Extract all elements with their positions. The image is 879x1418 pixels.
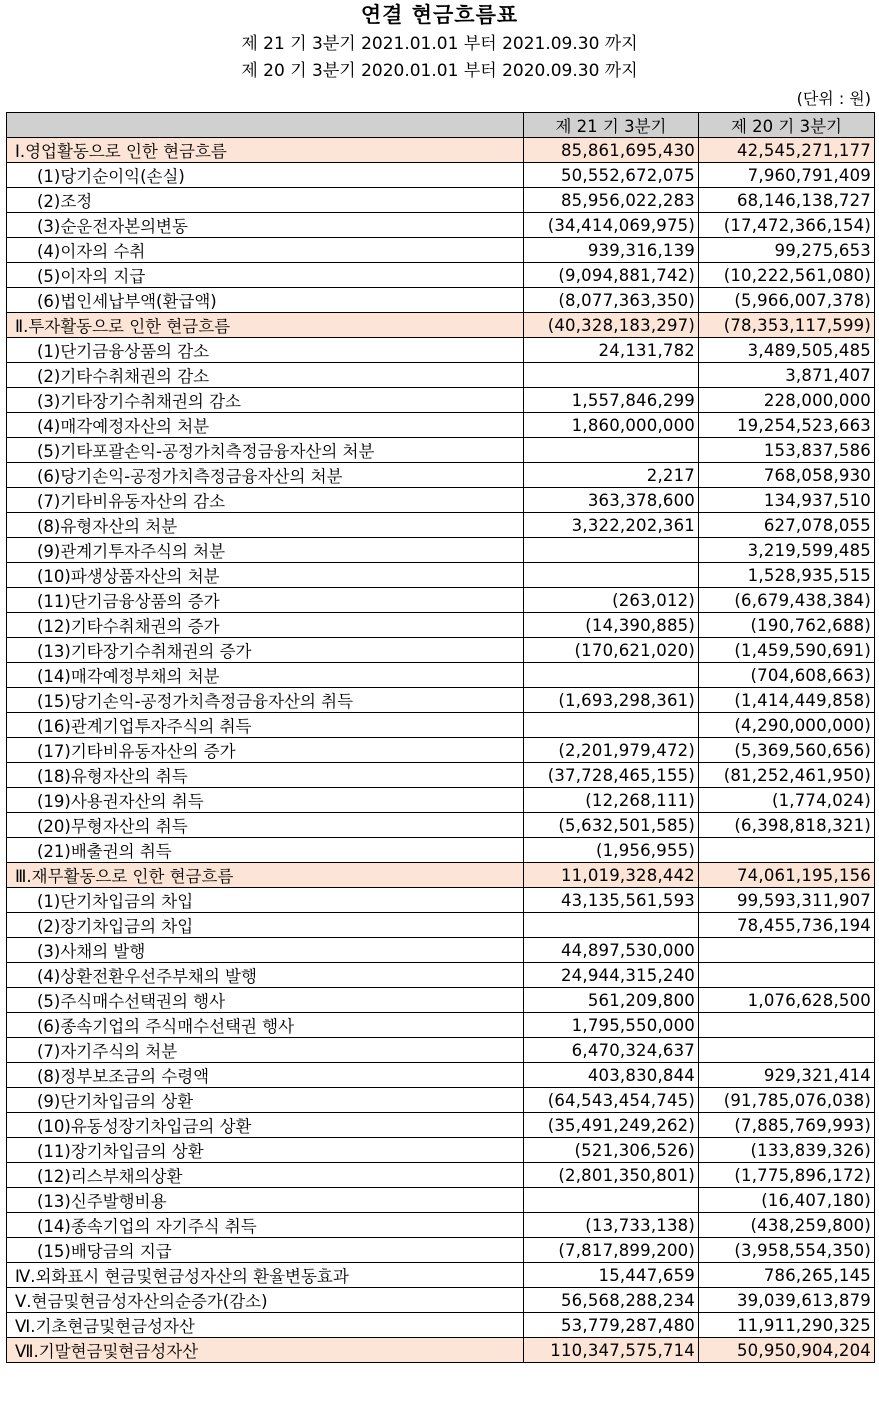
prior-period-value: 3,489,505,485: [699, 338, 875, 363]
current-period-value: (521,306,526): [524, 1138, 699, 1163]
prior-period-value: (1,774,024): [699, 788, 875, 813]
account-label: (15)배당금의 지급: [7, 1238, 524, 1263]
current-period-value: 3,322,202,361: [524, 513, 699, 538]
table-row: [7, 838, 875, 863]
current-period-value: 85,861,695,430: [524, 138, 699, 163]
prior-period-value: (5,966,007,378): [699, 288, 875, 313]
current-period-value: 24,131,782: [524, 338, 699, 363]
table-row: [7, 713, 875, 738]
account-label: Ⅵ.기초현금및현금성자산: [7, 1313, 524, 1338]
prior-period-value: (10,222,561,080): [699, 263, 875, 288]
prior-period-value: (81,252,461,950): [699, 763, 875, 788]
current-period-value: 56,568,288,234: [524, 1288, 699, 1313]
account-label: (13)신주발행비용: [7, 1188, 524, 1213]
account-label: (10)유동성장기차입금의 상환: [7, 1113, 524, 1138]
prior-period-value: 11,911,290,325: [699, 1313, 875, 1338]
account-label: (15)당기손익-공정가치측정금융자산의 취득: [7, 688, 524, 713]
current-period-value: [524, 363, 699, 388]
table-row: [7, 688, 875, 713]
account-label: (19)사용권자산의 취득: [7, 788, 524, 813]
prior-period-value: (190,762,688): [699, 613, 875, 638]
account-label: (14)종속기업의 자기주식 취득: [7, 1213, 524, 1238]
table-row: [7, 763, 875, 788]
current-period-value: 85,956,022,283: [524, 188, 699, 213]
current-period-value: (64,543,454,745): [524, 1088, 699, 1113]
current-period-value: 53,779,287,480: [524, 1313, 699, 1338]
current-period-value: [524, 563, 699, 588]
table-row: [7, 238, 875, 263]
current-period-value: (170,621,020): [524, 638, 699, 663]
current-period-value: 11,019,328,442: [524, 863, 699, 888]
table-row: [7, 438, 875, 463]
prior-period-value: (17,472,366,154): [699, 213, 875, 238]
current-period-value: 2,217: [524, 463, 699, 488]
table-row: [7, 1088, 875, 1113]
account-label: (20)무형자산의 취득: [7, 813, 524, 838]
document-title: 연결 현금흐름표: [360, 2, 519, 27]
current-period-value: 939,316,139: [524, 238, 699, 263]
prior-period-value: (3,958,554,350): [699, 1238, 875, 1263]
current-period-value: (35,491,249,262): [524, 1113, 699, 1138]
prior-period-value: 786,265,145: [699, 1263, 875, 1288]
section-row: [7, 1338, 875, 1363]
account-label: (1)단기차입금의 차입: [7, 888, 524, 913]
account-label: (2)조정: [7, 188, 524, 213]
current-period-value: (7,817,899,200): [524, 1238, 699, 1263]
prior-period-value: (91,785,076,038): [699, 1088, 875, 1113]
table-row: [7, 513, 875, 538]
current-period-value: (1,956,955): [524, 838, 699, 863]
account-label: (11)단기금융상품의 증가: [7, 588, 524, 613]
current-period-value: (8,077,363,350): [524, 288, 699, 313]
account-label: Ⅳ.외화표시 현금및현금성자산의 환율변동효과: [7, 1263, 524, 1288]
account-label: (1)당기순이익(손실): [7, 163, 524, 188]
table-row: [7, 1113, 875, 1138]
prior-period-value: 78,455,736,194: [699, 913, 875, 938]
account-label: (9)관계기투자주식의 처분: [7, 538, 524, 563]
table-row: [7, 938, 875, 963]
prior-period-value: (6,679,438,384): [699, 588, 875, 613]
prior-period-value: 768,058,930: [699, 463, 875, 488]
account-label: (13)기타장기수취채권의 증가: [7, 638, 524, 663]
account-label: (7)자기주식의 처분: [7, 1038, 524, 1063]
table-row: [7, 413, 875, 438]
table-row: [7, 538, 875, 563]
table-row: [7, 813, 875, 838]
prior-period-value: 42,545,271,177: [699, 138, 875, 163]
account-label: (3)순운전자본의변동: [7, 213, 524, 238]
account-label: (6)법인세납부액(환급액): [7, 288, 524, 313]
table-row: [7, 163, 875, 188]
table-row: [7, 1063, 875, 1088]
period-current: 제 21 기 3분기 2021.01.01 부터 2021.09.30 까지: [241, 34, 638, 54]
table-row: [7, 288, 875, 313]
current-period-value: (263,012): [524, 588, 699, 613]
prior-period-value: [699, 963, 875, 988]
table-row: [7, 888, 875, 913]
prior-period-value: (5,369,560,656): [699, 738, 875, 763]
table-row: [7, 913, 875, 938]
account-label: (5)이자의 지급: [7, 263, 524, 288]
prior-period-value: 39,039,613,879: [699, 1288, 875, 1313]
current-period-value: [524, 713, 699, 738]
section-row: [7, 863, 875, 888]
current-period-value: 43,135,561,593: [524, 888, 699, 913]
table-row: [7, 663, 875, 688]
current-period-value: (9,094,881,742): [524, 263, 699, 288]
account-label: (18)유형자산의 취득: [7, 763, 524, 788]
prior-period-value: 627,078,055: [699, 513, 875, 538]
prior-period-value: [699, 1013, 875, 1038]
prior-period-value: (1,775,896,172): [699, 1163, 875, 1188]
current-period-value: [524, 1188, 699, 1213]
prior-period-value: (4,290,000,000): [699, 713, 875, 738]
prior-period-value: 3,871,407: [699, 363, 875, 388]
prior-period-value: 1,076,628,500: [699, 988, 875, 1013]
account-label: (12)리스부채의상환: [7, 1163, 524, 1188]
account-label: (6)종속기업의 주식매수선택권 행사: [7, 1013, 524, 1038]
current-period-value: (5,632,501,585): [524, 813, 699, 838]
header-account: [7, 113, 524, 138]
account-label: (12)기타수취채권의 증가: [7, 613, 524, 638]
header-current-period: 제 21 기 3분기: [524, 113, 699, 138]
table-row: [7, 988, 875, 1013]
account-label: (3)사채의 발행: [7, 938, 524, 963]
current-period-value: [524, 663, 699, 688]
prior-period-value: (6,398,818,321): [699, 813, 875, 838]
account-label: (8)유형자산의 처분: [7, 513, 524, 538]
account-label: Ⅰ.영업활동으로 인한 현금흐름: [7, 138, 524, 163]
current-period-value: 403,830,844: [524, 1063, 699, 1088]
table-row: [7, 1263, 875, 1288]
prior-period-value: (133,839,326): [699, 1138, 875, 1163]
account-label: (5)주식매수선택권의 행사: [7, 988, 524, 1013]
prior-period-value: 153,837,586: [699, 438, 875, 463]
prior-period-value: (704,608,663): [699, 663, 875, 688]
account-label: (6)당기손익-공정가치측정금융자산의 처분: [7, 463, 524, 488]
prior-period-value: 3,219,599,485: [699, 538, 875, 563]
account-label: (7)기타비유동자산의 감소: [7, 488, 524, 513]
prior-period-value: 74,061,195,156: [699, 863, 875, 888]
current-period-value: 1,860,000,000: [524, 413, 699, 438]
prior-period-value: 228,000,000: [699, 388, 875, 413]
current-period-value: 363,378,600: [524, 488, 699, 513]
cash-flow-table: [6, 112, 875, 1363]
table-row: [7, 563, 875, 588]
section-row: [7, 313, 875, 338]
table-row: [7, 188, 875, 213]
account-label: (2)기타수취채권의 감소: [7, 363, 524, 388]
account-label: (17)기타비유동자산의 증가: [7, 738, 524, 763]
table-body: [7, 138, 875, 1363]
table-row: [7, 1288, 875, 1313]
account-label: (8)정부보조금의 수령액: [7, 1063, 524, 1088]
current-period-value: (40,328,183,297): [524, 313, 699, 338]
current-period-value: (12,268,111): [524, 788, 699, 813]
account-label: Ⅱ.투자활동으로 인한 현금흐름: [7, 313, 524, 338]
current-period-value: 1,557,846,299: [524, 388, 699, 413]
prior-period-value: 7,960,791,409: [699, 163, 875, 188]
account-label: (11)장기차입금의 상환: [7, 1138, 524, 1163]
account-label: (14)매각예정부채의 처분: [7, 663, 524, 688]
unit-label: (단위 : 원): [796, 89, 871, 108]
account-label: Ⅲ.재무활동으로 인한 현금흐름: [7, 863, 524, 888]
table-row: [7, 213, 875, 238]
prior-period-value: [699, 838, 875, 863]
current-period-value: (2,801,350,801): [524, 1163, 699, 1188]
prior-period-value: (438,259,800): [699, 1213, 875, 1238]
prior-period-value: 68,146,138,727: [699, 188, 875, 213]
table-row: [7, 463, 875, 488]
account-label: (9)단기차입금의 상환: [7, 1088, 524, 1113]
prior-period-value: (78,353,117,599): [699, 313, 875, 338]
current-period-value: 6,470,324,637: [524, 1038, 699, 1063]
current-period-value: 561,209,800: [524, 988, 699, 1013]
header-prior-period: 제 20 기 3분기: [699, 113, 875, 138]
current-period-value: 1,795,550,000: [524, 1013, 699, 1038]
current-period-value: (1,693,298,361): [524, 688, 699, 713]
table-row: [7, 638, 875, 663]
current-period-value: 24,944,315,240: [524, 963, 699, 988]
table-row: [7, 963, 875, 988]
account-label: (4)상환전환우선주부채의 발행: [7, 963, 524, 988]
prior-period-value: 99,275,653: [699, 238, 875, 263]
account-label: Ⅴ.현금및현금성자산의순증가(감소): [7, 1288, 524, 1313]
table-row: [7, 738, 875, 763]
account-label: (3)기타장기수취채권의 감소: [7, 388, 524, 413]
account-label: (4)이자의 수취: [7, 238, 524, 263]
table-row: [7, 388, 875, 413]
current-period-value: (2,201,979,472): [524, 738, 699, 763]
prior-period-value: 134,937,510: [699, 488, 875, 513]
current-period-value: [524, 538, 699, 563]
account-label: (16)관계기업투자주식의 취득: [7, 713, 524, 738]
current-period-value: (34,414,069,975): [524, 213, 699, 238]
current-period-value: (37,728,465,155): [524, 763, 699, 788]
table-row: [7, 1163, 875, 1188]
section-row: [7, 138, 875, 163]
table-row: [7, 338, 875, 363]
account-label: Ⅶ.기말현금및현금성자산: [7, 1338, 524, 1363]
table-row: [7, 1238, 875, 1263]
table-row: [7, 1213, 875, 1238]
current-period-value: (13,733,138): [524, 1213, 699, 1238]
table-row: [7, 488, 875, 513]
table-header-row: [7, 113, 875, 138]
table-row: [7, 788, 875, 813]
current-period-value: 44,897,530,000: [524, 938, 699, 963]
prior-period-value: [699, 938, 875, 963]
prior-period-value: 99,593,311,907: [699, 888, 875, 913]
account-label: (10)파생상품자산의 처분: [7, 563, 524, 588]
prior-period-value: 929,321,414: [699, 1063, 875, 1088]
table-row: [7, 1138, 875, 1163]
prior-period-value: 50,950,904,204: [699, 1338, 875, 1363]
prior-period-value: (1,459,590,691): [699, 638, 875, 663]
account-label: (1)단기금융상품의 감소: [7, 338, 524, 363]
table-row: [7, 263, 875, 288]
current-period-value: 50,552,672,075: [524, 163, 699, 188]
prior-period-value: 1,528,935,515: [699, 563, 875, 588]
current-period-value: [524, 438, 699, 463]
table-row: [7, 1013, 875, 1038]
current-period-value: 15,447,659: [524, 1263, 699, 1288]
table-row: [7, 613, 875, 638]
period-prior: 제 20 기 3분기 2020.01.01 부터 2020.09.30 까지: [241, 61, 638, 81]
table-row: [7, 588, 875, 613]
current-period-value: (14,390,885): [524, 613, 699, 638]
account-label: (21)배출권의 취득: [7, 838, 524, 863]
account-label: (2)장기차입금의 차입: [7, 913, 524, 938]
table-row: [7, 1038, 875, 1063]
current-period-value: 110,347,575,714: [524, 1338, 699, 1363]
account-label: (5)기타포괄손익-공정가치측정금융자산의 처분: [7, 438, 524, 463]
prior-period-value: [699, 1038, 875, 1063]
prior-period-value: (7,885,769,993): [699, 1113, 875, 1138]
prior-period-value: (1,414,449,858): [699, 688, 875, 713]
current-period-value: [524, 913, 699, 938]
account-label: (4)매각예정자산의 처분: [7, 413, 524, 438]
prior-period-value: 19,254,523,663: [699, 413, 875, 438]
table-row: [7, 363, 875, 388]
table-row: [7, 1188, 875, 1213]
prior-period-value: (16,407,180): [699, 1188, 875, 1213]
table-row: [7, 1313, 875, 1338]
